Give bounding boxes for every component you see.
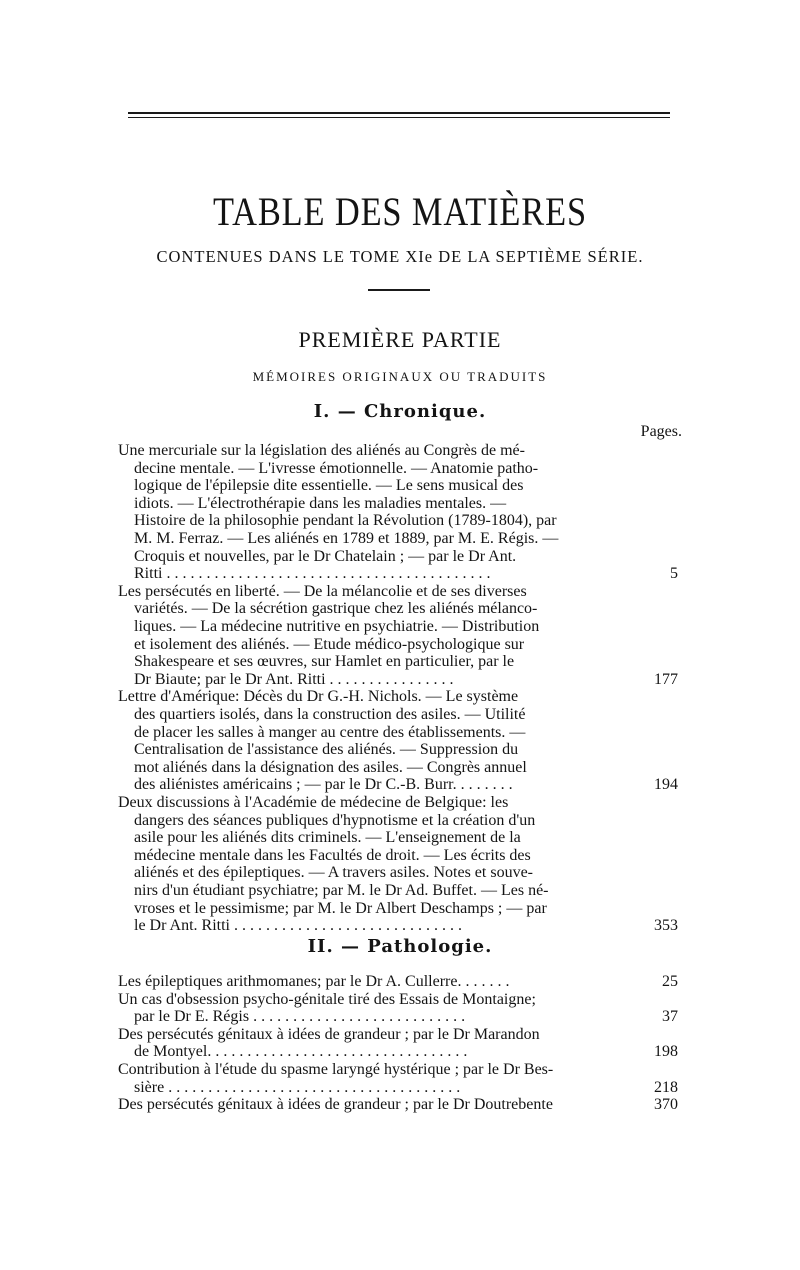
page-number: 194 [654, 776, 678, 794]
part-heading: PREMIÈRE PARTIE [298, 327, 502, 352]
page-number: 25 [662, 973, 678, 990]
toc-entry-line: decine mentale. — L'ivresse émotionnelle. — Anatomie patho- [134, 459, 539, 477]
toc-entry-line: variétés. — De la sécrétion gastrique chez les aliénés mélanco- [134, 600, 538, 618]
top-rule [128, 112, 670, 114]
toc-entry [118, 1061, 678, 1096]
toc-entry [118, 442, 678, 583]
page-subtitle: CONTENUES DANS LE TOME XIe DE LA SEPTIÈME SÉRIE. [156, 247, 644, 266]
toc-entry-line: Lettre d'Amérique: Décès du Dr G.-H. Nichols. — Le système [118, 688, 519, 706]
toc-entry-line: vroses et le pessimisme; par M. le Dr Albert Deschamps ; — par [134, 899, 547, 917]
toc-entry-last-line: Ritti . . . . . . . . . . . . . . . . . . . . . . . . . . . . . . . . . . . . . . . . . [134, 565, 491, 583]
toc-entry-line: Une mercuriale sur la législation des aliénés au Congrès de mé- [118, 442, 525, 459]
top-rule-thin [128, 117, 670, 118]
toc-entry-line: liques. — La médecine nutritive en psychiatrie. — Distribution [134, 617, 540, 635]
pages-label: Pages. [640, 423, 682, 440]
page-number: 218 [654, 1078, 678, 1096]
toc-entry-line: Croquis et nouvelles, par le Dr Chatelain ; — par le Dr Ant. [134, 547, 517, 565]
toc-entry-line: dangers des séances publiques d'hypnotisme et la création d'un [134, 811, 536, 829]
page-number: 177 [654, 670, 678, 688]
toc-entry-line: M. M. Ferraz. — Les aliénés en 1789 et 1889, par M. E. Régis. — [134, 529, 559, 547]
page-number: 37 [662, 1008, 678, 1026]
toc-entry-line: médecine mentale dans les Facultés de droit. — Les écrits des [134, 846, 531, 864]
page-number: 5 [670, 565, 678, 583]
toc-entry-line: Un cas d'obsession psycho-génitale tiré des Essais de Montaigne; [118, 990, 536, 1008]
toc-entry-line: Deux discussions à l'Académie de médecine de Belgique: les [118, 794, 509, 811]
toc-entry-line: aliénés et des épileptiques. — A travers asiles. Notes et souve- [134, 864, 534, 882]
toc-entry [118, 583, 678, 689]
toc-entry-line: mot aliénés dans la désignation des asiles. — Congrès annuel [134, 758, 527, 776]
toc-entry [118, 1096, 678, 1114]
toc-entry-line: idiots. — L'électrothérapie dans les maladies mentales. — [134, 494, 507, 512]
toc-entry-line: logique de l'épilepsie dite essentielle. — Le sens musical des [134, 477, 524, 495]
toc-entry-line: Contribution à l'étude du spasme laryngé hystérique ; par le Dr Bes- [118, 1061, 554, 1078]
toc-entry-last-line: Les épileptiques arithmomanes; par le Dr A. Cullerre. . . . . . . [118, 973, 510, 990]
toc-entry-line: des quartiers isolés, dans la construction des asiles. — Utilité [134, 705, 526, 723]
title-divider [368, 289, 430, 291]
toc-entry [118, 688, 678, 794]
page-number: 198 [654, 1043, 678, 1061]
page-number: 353 [654, 917, 678, 935]
toc-entry-line: nirs d'un étudiant psychiatre; par M. le Dr Ad. Buffet. — Les né- [134, 881, 549, 899]
toc-entry-last-line: Dr Biaute; par le Dr Ant. Ritti . . . . . . . . . . . . . . . . [134, 670, 454, 688]
page-title: TABLE DES MATIÈRES [213, 189, 587, 234]
toc-entry [118, 991, 678, 1026]
toc-entry-last-line: des aliénistes américains ; — par le Dr C.-B. Burr. . . . . . . . [134, 776, 513, 794]
page-number: 370 [654, 1096, 678, 1114]
toc-entry-line: de placer les salles à manger au centre des établissements. — [134, 723, 526, 741]
chapter-heading-pathologie: II. — Pathologie. [307, 936, 493, 957]
toc-entry-line: Centralisation de l'assistance des aliénés. — Suppression du [134, 741, 519, 759]
toc-entry [118, 973, 678, 991]
toc-entry-last-line: sière . . . . . . . . . . . . . . . . . . . . . . . . . . . . . . . . . . . . . [134, 1078, 461, 1096]
toc-entry-line: Des persécutés génitaux à idées de grandeur ; par le Dr Marandon [118, 1025, 540, 1043]
toc-entry-last-line: par le Dr E. Régis . . . . . . . . . . . . . . . . . . . . . . . . . . . [134, 1008, 466, 1026]
toc-entry-line: asile pour les aliénés dits criminels. — L'enseignement de la [134, 829, 521, 847]
toc-entry-line: Shakespeare et ses œuvres, sur Hamlet en particulier, par le [134, 653, 515, 671]
toc-entry-line: et isolement des aliénés. — Etude médico-psychologique sur [134, 635, 525, 653]
toc-entry-last-line: de Montyel. . . . . . . . . . . . . . . . . . . . . . . . . . . . . . . . . [134, 1043, 468, 1061]
toc-entry-last-line: Des persécutés génitaux à idées de grandeur ; par le Dr Doutrebente [118, 1096, 553, 1114]
section-heading: MÉMOIRES ORIGINAUX OU TRADUITS [252, 369, 548, 384]
chapter-heading-chronique: I. — Chronique. [313, 401, 487, 422]
toc-entry [118, 794, 678, 935]
toc-entry-last-line: le Dr Ant. Ritti . . . . . . . . . . . . . . . . . . . . . . . . . . . . . [134, 917, 462, 935]
toc-entry [118, 1026, 678, 1061]
toc-entry-line: Histoire de la philosophie pendant la Révolution (1789-1804), par [134, 512, 557, 530]
toc-entry-line: Les persécutés en liberté. — De la mélancolie et de ses diverses [118, 582, 527, 600]
